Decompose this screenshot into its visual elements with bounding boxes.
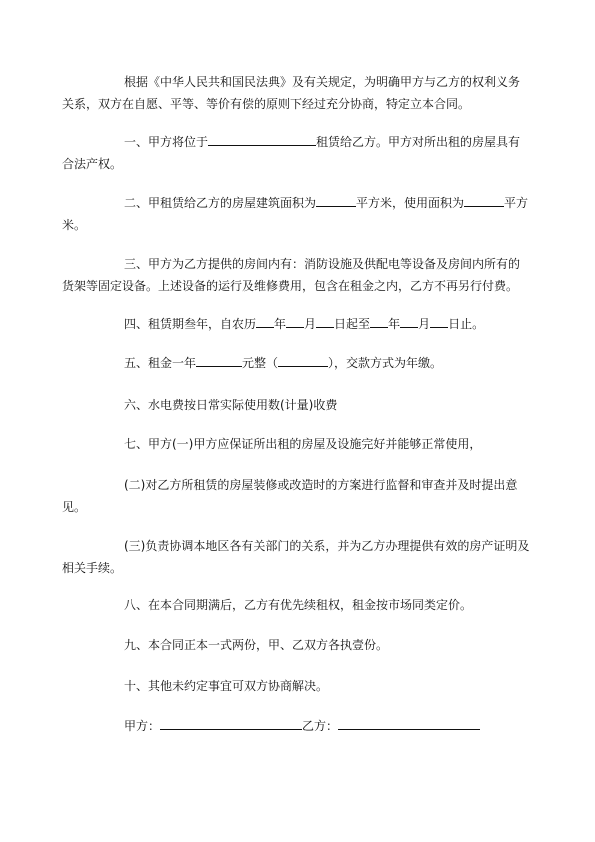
end-month-blank	[400, 314, 418, 328]
end-year-blank	[370, 314, 388, 328]
clause-4-year: 年	[274, 317, 287, 331]
clause-5-text-a: 五、租金一年	[124, 356, 197, 370]
clause-1-text-b: 租赁给乙方。甲方对所出租的房屋具有合法产权。	[62, 135, 521, 171]
party-a-label: 甲方：	[124, 719, 161, 733]
party-b-signature-blank	[338, 716, 480, 730]
clause-5-text-b: 元整（	[242, 356, 279, 370]
clause-4-day-from: 日起至	[334, 317, 371, 331]
signature-line	[62, 715, 530, 737]
clause-10-text: 十、其他未约定事宜可双方协商解决。	[124, 679, 329, 693]
clause-7-item-3-text: (三)负责协调本地区各有关部门的关系，并为乙方办理提供有效的房产证明及相关手续。	[62, 539, 530, 575]
party-a-signature-blank	[160, 716, 302, 730]
rent-capital-blank	[278, 353, 328, 367]
rent-amount-blank	[196, 353, 242, 367]
clause-4-month-2: 月	[418, 317, 431, 331]
clause-6	[62, 394, 530, 416]
start-year-blank	[256, 314, 274, 328]
clause-1	[62, 131, 530, 175]
clause-3-text: 三、甲方为乙方提供的房间内有：消防设施及供配电等设备及房间内所有的货架等固定设备。上述设备的运行及维修费用，包含在租金之内，乙方不再另行付费。	[62, 257, 521, 293]
location-blank	[208, 132, 316, 146]
clause-9	[62, 634, 530, 656]
party-b-label: 乙方：	[302, 719, 339, 733]
clause-5-text-c: ），交款方式为年缴。	[328, 356, 443, 370]
clause-4	[62, 313, 530, 335]
clause-2-text-c: 平方米。	[62, 196, 529, 232]
clause-4-day-end: 日止。	[448, 317, 485, 331]
clause-7-text: 七、甲方(一)甲方应保证所出租的房屋及设施完好并能够正常使用，	[124, 437, 482, 451]
clause-5	[62, 352, 530, 374]
end-day-blank	[430, 314, 448, 328]
start-month-blank	[286, 314, 304, 328]
clause-1-text-a: 一、甲方将位于	[124, 135, 209, 149]
intro-text: 根据《中华人民共和国民法典》及有关规定，为明确甲方与乙方的权利义务关系，双方在自愿、平等、等价有偿的原则下经过充分协商，特定立本合同。	[62, 75, 521, 111]
usable-area-blank	[464, 193, 504, 207]
clause-4-month: 月	[304, 317, 317, 331]
clause-7-item-3	[62, 535, 530, 579]
clause-2-text-b: 平方米，使用面积为	[356, 196, 465, 210]
clause-10	[62, 675, 530, 697]
clause-2	[62, 192, 530, 236]
clause-8-text: 八、在本合同期满后，乙方有优先续租权，租金按市场同类定价。	[124, 598, 473, 612]
start-day-blank	[316, 314, 334, 328]
clause-4-year-2: 年	[388, 317, 401, 331]
clause-3	[62, 253, 530, 297]
clause-8	[62, 594, 530, 616]
clause-4-text-a: 四、租赁期叁年，自农历	[124, 317, 257, 331]
clause-6-text: 六、水电费按日常实际使用数(计量)收费	[124, 398, 338, 412]
clause-7-item-2-text: (二)对乙方所租赁的房屋装修或改造时的方案进行监督和审查并及时提出意见。	[62, 478, 518, 514]
clause-2-text-a: 二、甲租赁给乙方的房屋建筑面积为	[124, 196, 317, 210]
intro-paragraph	[62, 71, 530, 115]
clause-9-text: 九、本合同正本一式两份，甲、乙双方各执壹份。	[124, 638, 389, 652]
clause-7	[62, 433, 530, 455]
building-area-blank	[316, 193, 356, 207]
clause-7-item-2	[62, 474, 530, 518]
